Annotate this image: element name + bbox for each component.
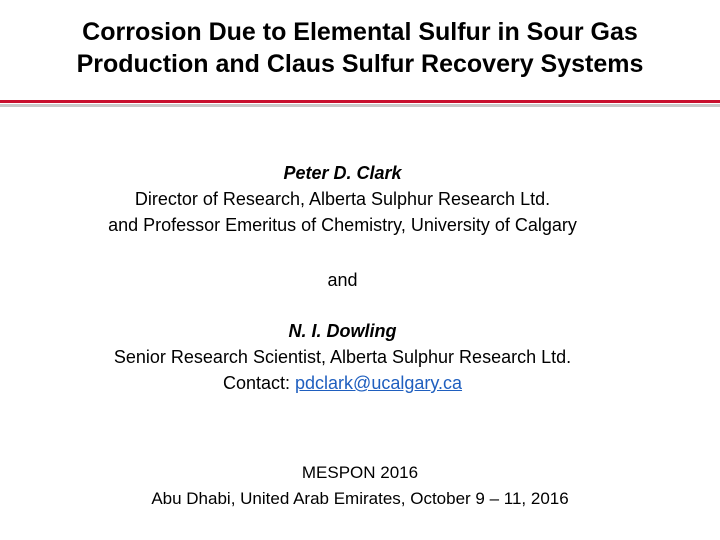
title-divider-red [0,100,720,103]
slide-title [0,16,720,80]
author-name-1: Peter D. Clark [283,163,402,183]
author-block-1 [0,160,685,238]
author-affiliation-1: Director of Research, Alberta Sulphur Research Ltd. [134,189,551,209]
event-location-date: Abu Dhabi, United Arab Emirates, October 9 – 11, 2016 [151,489,569,508]
author2-affiliation: Senior Research Scientist, Alberta Sulphur Research Ltd. [113,347,572,367]
conjunction-block [0,267,685,293]
author-name-2: N. I. Dowling [288,321,397,341]
conjunction-text: and [327,270,358,290]
title-divider-gray [0,104,720,107]
contact-line [0,370,685,396]
event-name: MESPON 2016 [301,463,419,482]
event-block [0,460,720,512]
title-line-2: Production and Claus Sulfur Recovery Systems [76,50,644,78]
author-affiliation-2: and Professor Emeritus of Chemistry, University of Calgary [108,215,577,235]
title-line-1: Corrosion Due to Elemental Sulfur in Sour Gas [82,18,638,46]
author-block-2 [0,318,685,396]
contact-label: Contact: [222,373,290,393]
contact-email-link[interactable]: pdclark@ucalgary.ca [295,373,463,393]
